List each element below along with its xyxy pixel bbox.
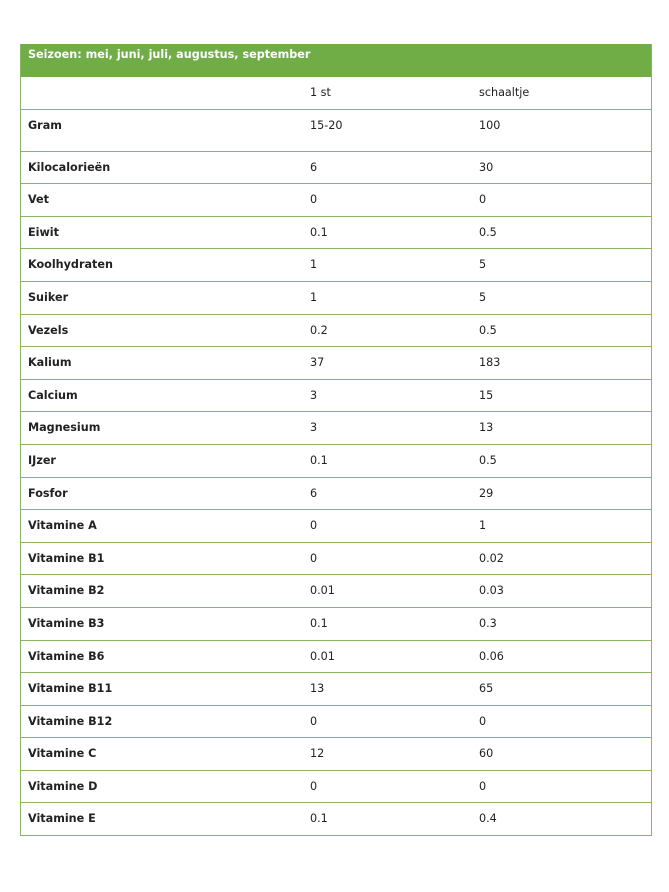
table-row [21,641,651,674]
table-row [21,412,651,445]
value-per-piece: 15-20 [310,118,343,132]
table-row [21,217,651,250]
table-row [21,110,651,152]
value-per-piece: 12 [310,747,325,761]
nutrition-table [20,44,652,836]
season-header: Seizoen: mei, juni, juli, augustus, september [21,44,651,77]
value-per-bowl: 29 [479,486,494,500]
nutrient-name: Vezels [28,323,69,337]
nutrient-name: Vitamine B12 [28,714,113,728]
value-per-bowl: 100 [479,118,501,132]
table-row [21,184,651,217]
value-per-piece: 37 [310,356,325,370]
table-row [21,380,651,413]
value-per-piece: 6 [310,486,318,500]
value-per-bowl: 65 [479,682,494,696]
table-row [21,803,651,836]
table-row [21,445,651,478]
value-per-piece: 1 [310,290,318,304]
nutrient-name: Vitamine B3 [28,616,105,630]
value-per-bowl: 15 [479,388,494,402]
table-row [21,706,651,739]
value-per-piece: 0 [310,193,318,207]
value-per-bowl: 0 [479,193,487,207]
table-row [21,543,651,576]
nutrient-name: Eiwit [28,225,59,239]
value-per-bowl: 0.5 [479,323,497,337]
table-row [21,152,651,185]
value-per-bowl: 0 [479,714,487,728]
value-per-piece: 0.1 [310,225,328,239]
nutrient-name: Suiker [28,290,69,304]
nutrient-name: Vitamine B11 [28,682,113,696]
nutrient-name: Vitamine D [28,779,98,793]
value-per-bowl: 183 [479,356,501,370]
nutrient-name: Fosfor [28,486,68,500]
value-per-piece: 1 [310,258,318,272]
table-row [21,315,651,348]
value-per-bowl: 0.06 [479,649,504,663]
value-per-bowl: 0.03 [479,584,504,598]
value-per-piece: 0.1 [310,812,328,826]
value-per-piece: 6 [310,160,318,174]
value-per-bowl: 0.02 [479,551,504,565]
value-per-bowl: 0.5 [479,453,497,467]
table-row [21,738,651,771]
nutrient-name: Vet [28,193,49,207]
value-per-bowl: 0.5 [479,225,497,239]
value-per-piece: 0.01 [310,584,335,598]
value-per-bowl: 5 [479,290,487,304]
table-row [21,510,651,543]
value-per-bowl: 30 [479,160,494,174]
value-per-bowl: 0 [479,779,487,793]
value-per-piece: 0.1 [310,616,328,630]
value-per-piece: 0.1 [310,453,328,467]
value-per-piece: 0 [310,779,318,793]
nutrient-name: Vitamine E [28,812,96,826]
nutrient-name: Koolhydraten [28,258,113,272]
value-per-piece: 0.2 [310,323,328,337]
value-per-bowl: 5 [479,258,487,272]
value-per-bowl: 13 [479,421,494,435]
value-per-piece: 0 [310,714,318,728]
value-per-bowl: 0.4 [479,812,497,826]
table-body [21,110,651,836]
column-header-per-piece: 1 st [310,86,331,99]
table-row [21,771,651,804]
table-row [21,347,651,380]
table-row [21,478,651,511]
value-per-piece: 3 [310,421,318,435]
nutrient-name: Vitamine B6 [28,649,105,663]
column-header-row [21,77,651,110]
value-per-piece: 0 [310,519,318,533]
nutrient-name: Kilocalorieën [28,160,111,174]
nutrient-name: Vitamine B1 [28,551,105,565]
nutrient-name: IJzer [28,453,56,467]
nutrient-name: Kalium [28,356,72,370]
nutrient-name: Magnesium [28,421,101,435]
value-per-bowl: 60 [479,747,494,761]
value-per-piece: 13 [310,682,325,696]
nutrient-name: Vitamine A [28,519,97,533]
value-per-piece: 0.01 [310,649,335,663]
table-row [21,249,651,282]
nutrient-name: Vitamine C [28,747,97,761]
column-header-per-bowl: schaaltje [479,86,530,99]
table-row [21,673,651,706]
table-row [21,608,651,641]
table-row [21,575,651,608]
value-per-bowl: 1 [479,519,487,533]
nutrient-name: Gram [28,118,62,132]
value-per-bowl: 0.3 [479,616,497,630]
value-per-piece: 3 [310,388,318,402]
value-per-piece: 0 [310,551,318,565]
nutrient-name: Vitamine B2 [28,584,105,598]
nutrient-name: Calcium [28,388,78,402]
table-row [21,282,651,315]
